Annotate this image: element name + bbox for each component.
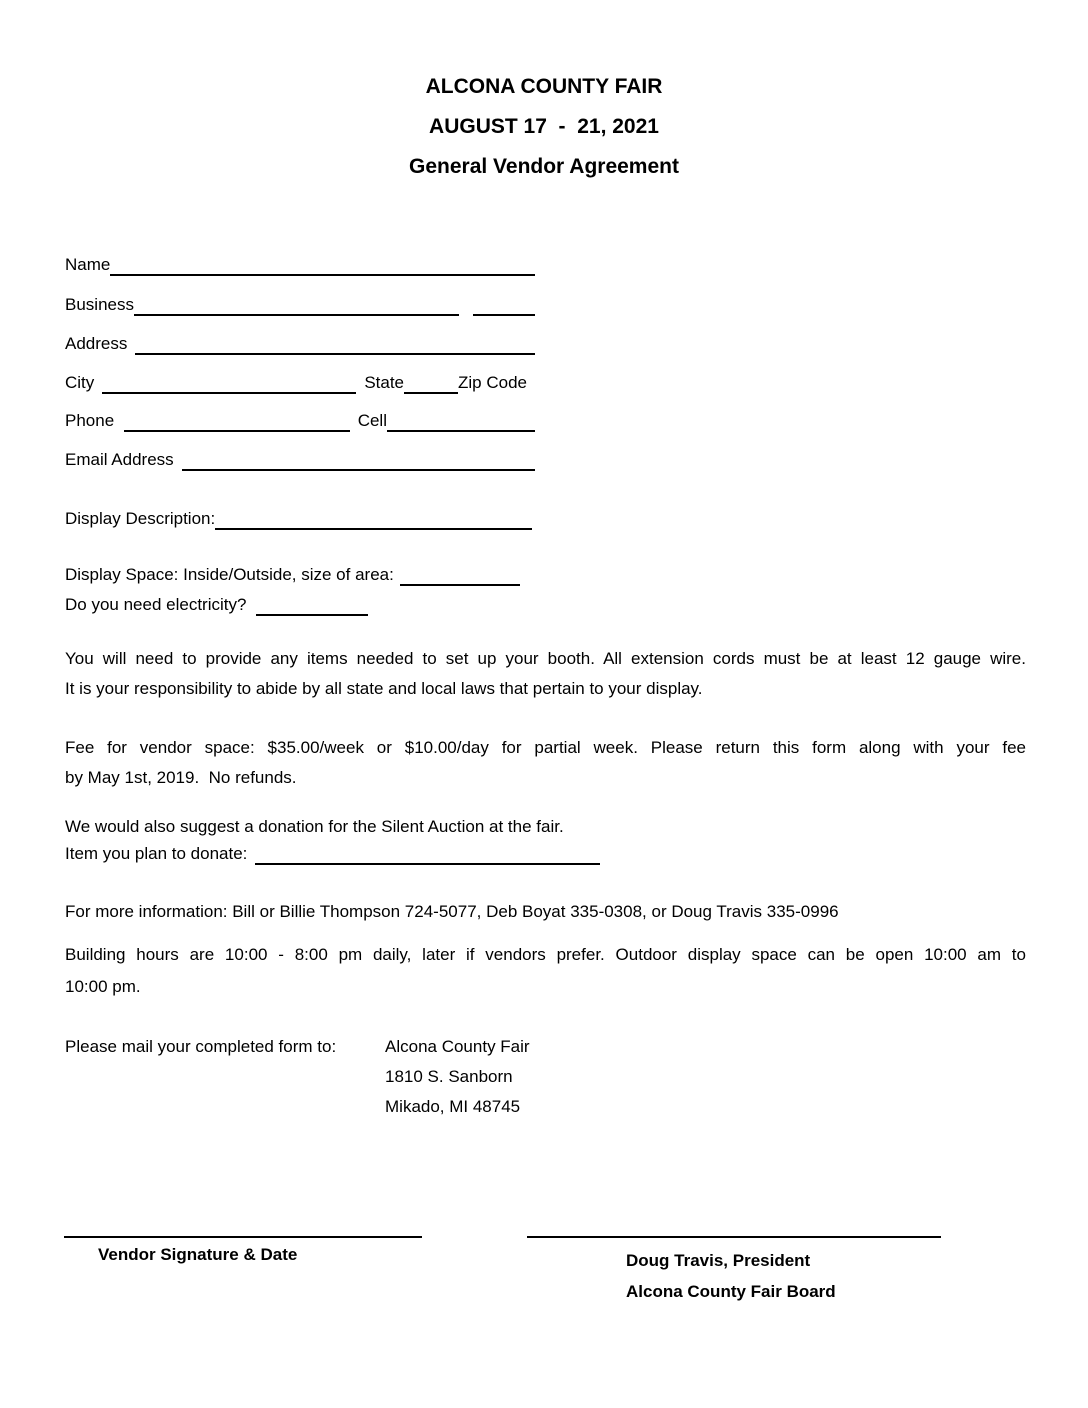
donate-item-label: Item you plan to donate: [65, 844, 248, 863]
building-hours-line2: 10:00 pm. [65, 977, 141, 996]
setup-paragraph-line2: It is your responsibility to abide by all state and local laws that pertain to your display. [65, 679, 703, 698]
phone-input-line[interactable] [124, 410, 350, 432]
phone-cell-row [65, 410, 535, 432]
name-input-line[interactable] [110, 254, 535, 276]
city-state-zip-row [65, 372, 527, 394]
cell-label: Cell [357, 411, 387, 430]
business-input-line[interactable] [134, 294, 459, 316]
display-space-input-line[interactable] [400, 564, 520, 586]
mail-form-label: Please mail your completed form to: [65, 1037, 337, 1056]
electricity-input-line[interactable] [256, 594, 368, 616]
event-dates: AUGUST 17 - 21, 2021 [429, 115, 659, 138]
document-subtitle: General Vendor Agreement [409, 155, 679, 178]
fee-paragraph-line2: by May 1st, 2019. No refunds. [65, 768, 297, 787]
mail-address-city: Mikado, MI 48745 [385, 1097, 521, 1116]
display-space-label: Display Space: Inside/Outside, size of area: [65, 565, 394, 584]
display-description-row [65, 508, 532, 530]
donation-suggestion-line: We would also suggest a donation for the Silent Auction at the fair. [65, 817, 564, 836]
cell-input-line[interactable] [387, 410, 535, 432]
setup-paragraph-line1: You will need to provide any items needed to set up your booth. All extension cords must be at least 12 gauge wire. [65, 649, 1026, 668]
email-field-row [65, 449, 535, 471]
building-hours-line1: Building hours are 10:00 - 8:00 pm daily, later if vendors prefer. Outdoor display space can be open 10:00 am to [65, 945, 1026, 964]
email-label: Email Address [65, 450, 174, 469]
vendor-signature-line[interactable] [64, 1236, 422, 1238]
address-label: Address [65, 334, 128, 353]
display-space-row [65, 564, 520, 586]
contact-info-line: For more information: Bill or Billie Thompson 724-5077, Deb Boyat 335-0308, or Doug Travis 335-0996 [65, 902, 839, 921]
phone-label: Phone [65, 411, 115, 430]
vendor-signature-label: Vendor Signature & Date [98, 1245, 298, 1264]
business-extra-line[interactable] [473, 294, 535, 316]
electricity-label: Do you need electricity? [65, 595, 247, 614]
address-input-line[interactable] [135, 333, 535, 355]
display-description-input-line[interactable] [215, 508, 532, 530]
page-title: ALCONA COUNTY FAIR [425, 75, 663, 98]
fair-board-label: Alcona County Fair Board [626, 1282, 836, 1301]
donate-item-input-line[interactable] [255, 843, 600, 865]
name-field-row [65, 254, 535, 276]
email-input-line[interactable] [182, 449, 535, 471]
donate-item-row [65, 843, 600, 865]
mail-address-name: Alcona County Fair [385, 1037, 530, 1056]
name-label: Name [65, 255, 111, 274]
state-label: State [364, 373, 405, 392]
address-field-row [65, 333, 535, 355]
business-label: Business [65, 295, 134, 314]
city-label: City [65, 373, 95, 392]
business-field-row [65, 294, 535, 316]
zip-code-label: Zip Code [458, 373, 527, 392]
fee-paragraph-line1: Fee for vendor space: $35.00/week or $10.00/day for partial week. Please return this form along with your fee [65, 738, 1026, 757]
city-input-line[interactable] [102, 372, 356, 394]
mail-address-street: 1810 S. Sanborn [385, 1067, 513, 1086]
display-description-label: Display Description: [65, 509, 216, 528]
president-signature-line[interactable] [527, 1236, 941, 1238]
state-input-line[interactable] [404, 372, 458, 394]
electricity-row [65, 594, 368, 616]
president-name-label: Doug Travis, President [626, 1251, 811, 1270]
